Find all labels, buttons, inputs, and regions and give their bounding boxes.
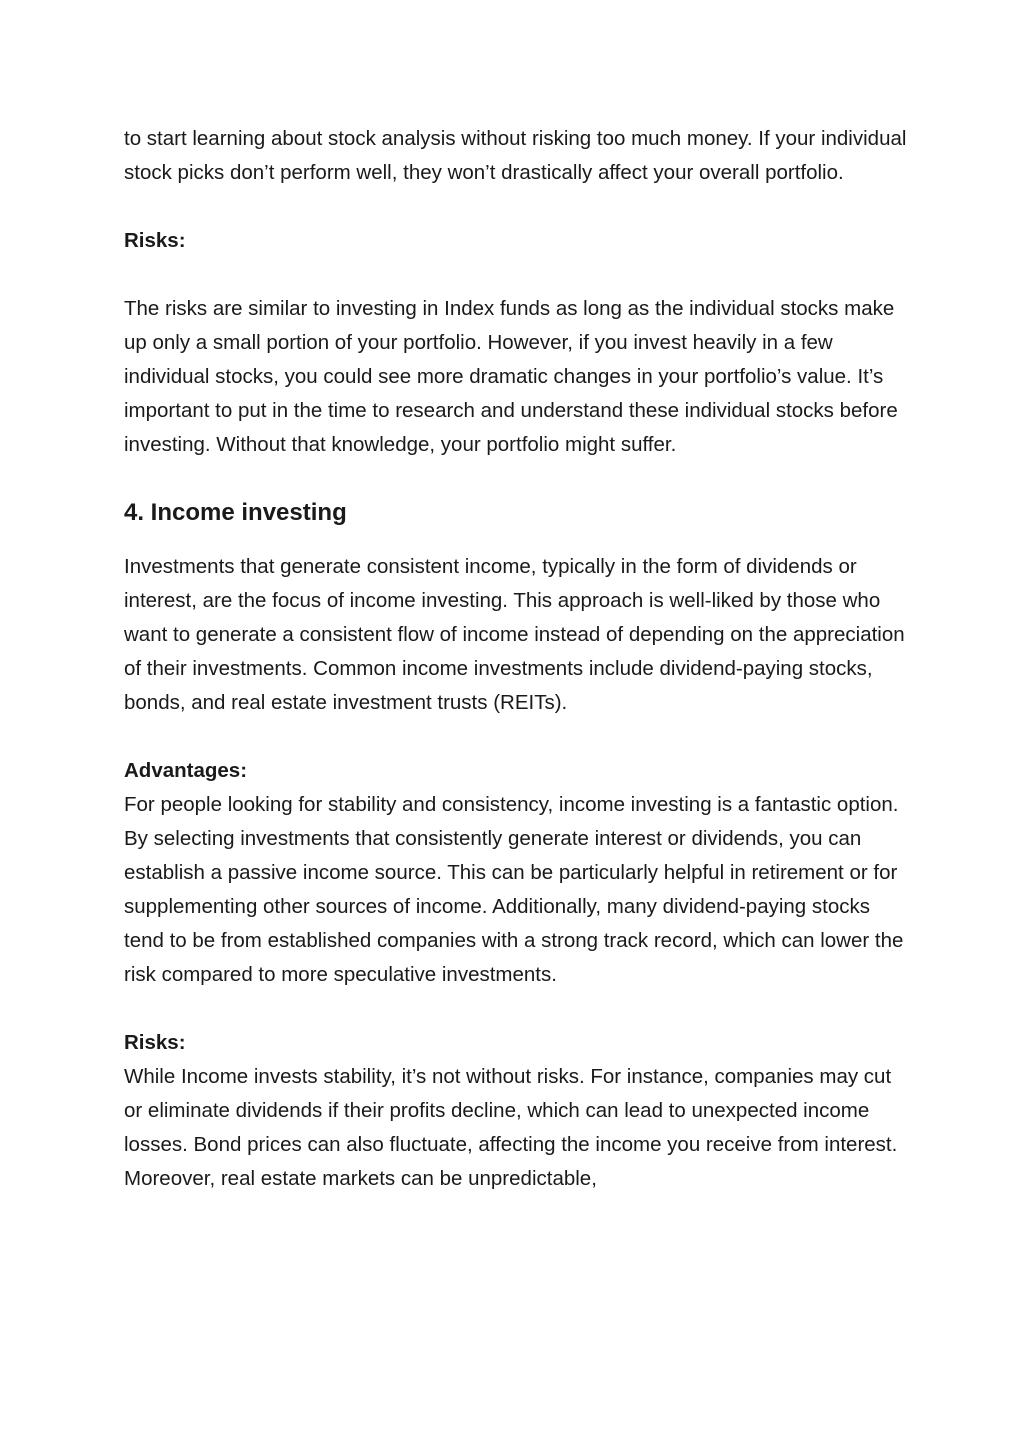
advantages-heading: Advantages: [124,759,248,782]
intro-paragraph: to start learning about stock analysis without risking too much money. If your individual stock picks don’t perform well, they won’t drastically affect your overall portfolio. [124,127,907,184]
risks-heading: Risks: [124,229,186,252]
section-title: 4. Income investing [124,499,347,526]
spacer [124,720,914,754]
advantages-paragraph: For people looking for stability and consistency, income investing is a fantastic option. By selecting investments that consistently generate interest or dividends, you can establish a passive income source. This can be particularly helpful in retirement or for supplementing other sources of income. Additionally, many dividend-paying stocks tend to be from established companies with a strong track record, which can lower the risk compared to more speculative investments. [124,793,904,986]
spacer [124,530,914,550]
risks-paragraph: While Income invests stability, it’s not without risks. For instance, companies may cut or eliminate dividends if their profits decline, which can lead to unexpected income losses. Bond prices can also fluctuate, affecting the income you receive from interest. Moreover, real estate markets can be unpredictable, [124,1065,898,1190]
risks-paragraph: The risks are similar to investing in Index funds as long as the individual stocks make up only a small portion of your portfolio. However, if you invest heavily in a few individual stocks, you could see more dramatic changes in your portfolio’s value. It’s important to put in the time to research and understand these individual stocks before investing. Without that knowledge, your portfolio might suffer. [124,297,898,456]
spacer [124,992,914,1026]
spacer [124,190,914,224]
section-intro-paragraph: Investments that generate consistent income, typically in the form of dividends or interest, are the focus of income investing. This approach is well-liked by those who want to generate a consistent flow of income instead of depending on the appreciation of their investments. Common income investments include dividend-paying stocks, bonds, and real estate investment trusts (REITs). [124,555,905,714]
document-body [124,122,914,1196]
spacer [124,258,914,292]
risks-heading: Risks: [124,1031,186,1054]
spacer [124,462,914,496]
